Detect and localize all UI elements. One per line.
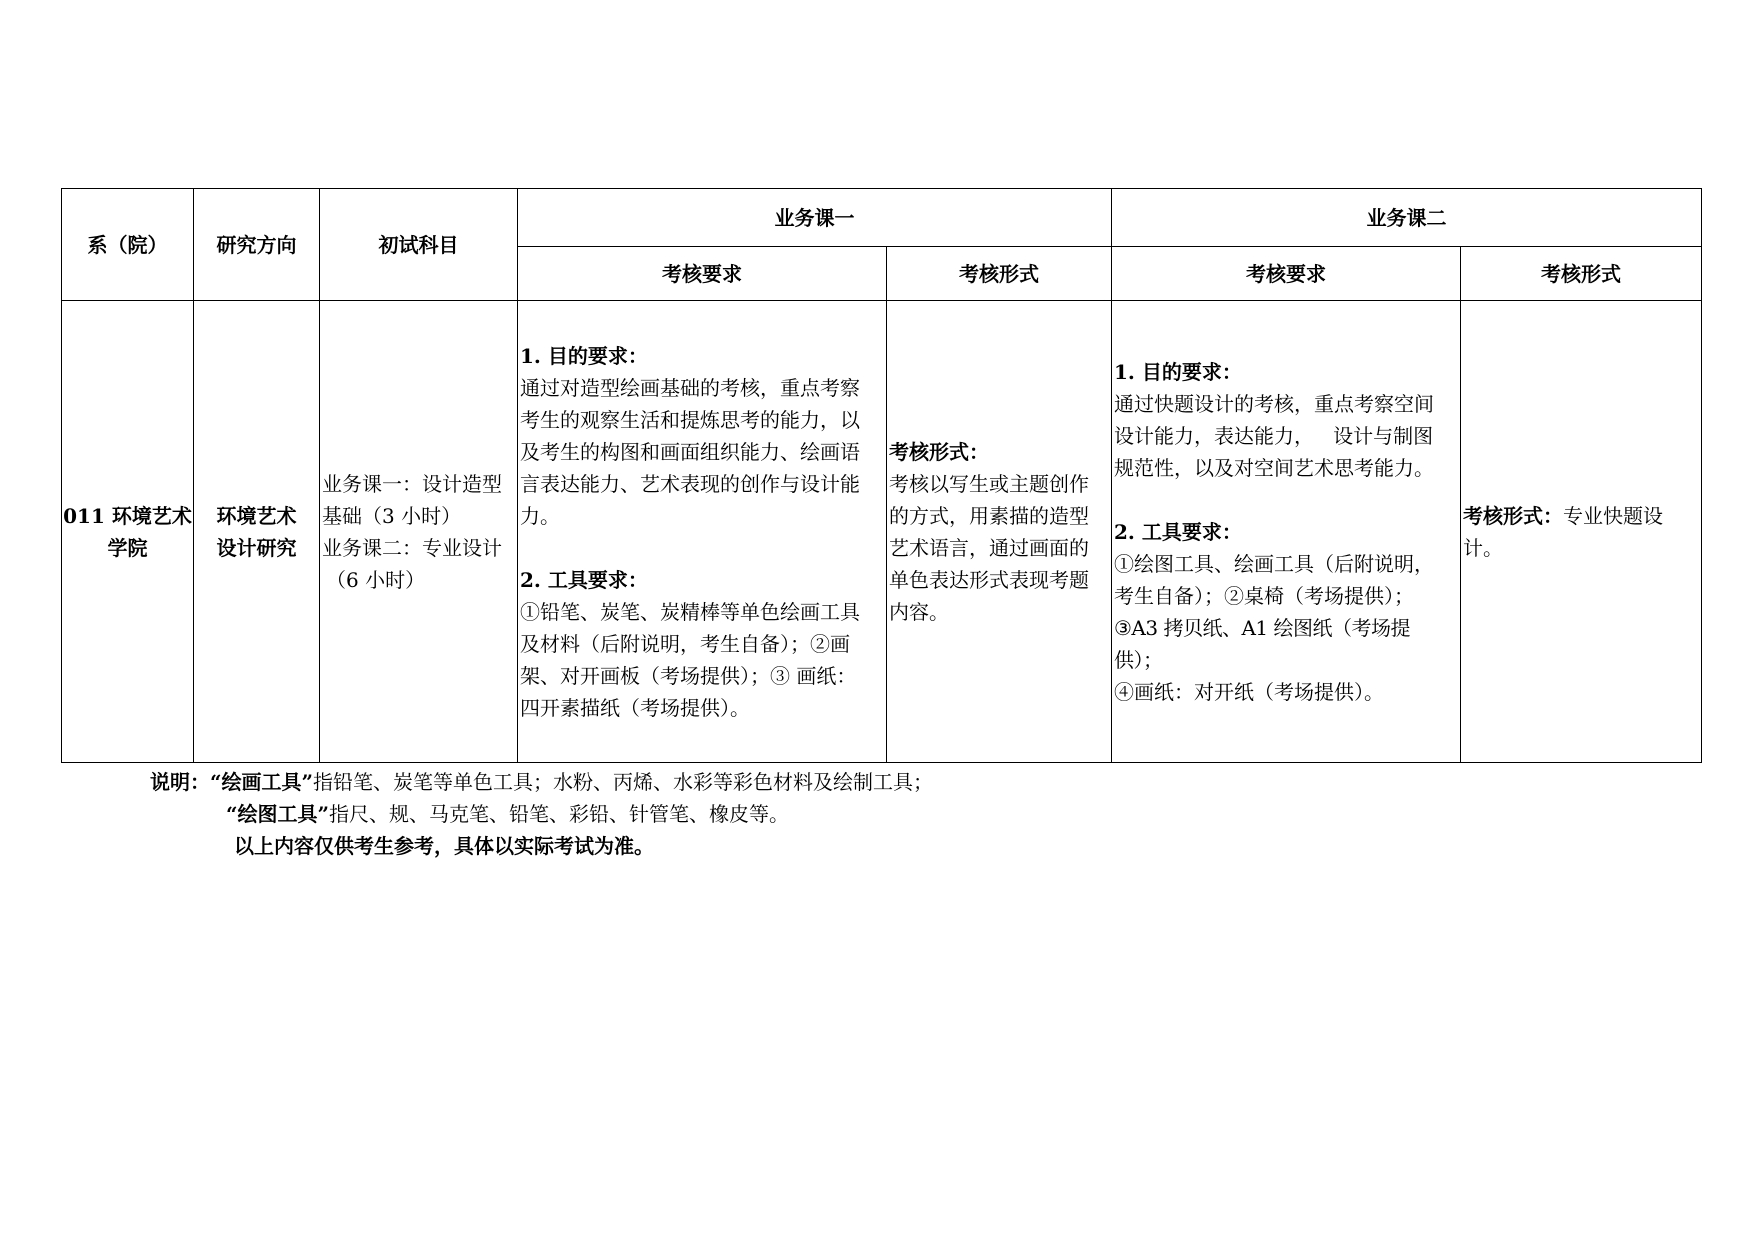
notes (150, 766, 933, 862)
header-course1-form: 考核形式 (887, 247, 1112, 301)
course1-tools-line: 架、对开画板（考场提供）；③ 画纸： (520, 663, 857, 688)
course2-tools-line: ①绘图工具、绘画工具（后附说明， (1114, 551, 1434, 576)
course1-form-line: 艺术语言，通过画面的 (889, 535, 1089, 560)
note-term-2: “绘图工具” (226, 802, 330, 826)
header-dept: 系（院） (62, 189, 194, 301)
course2-tools-line: 考生自备）；②桌椅（考场提供）； (1114, 583, 1414, 608)
course1-tools-title: 2. 工具要求： (520, 567, 648, 592)
subjects-line: （6 小时） (326, 567, 426, 592)
course2-purpose-line: 规范性，以及对空间艺术思考能力。 (1114, 455, 1434, 480)
header-course2-req: 考核要求 (1112, 247, 1461, 301)
course2-form-title: 考核形式： (1463, 503, 1563, 528)
note-line-2 (150, 798, 933, 830)
course1-form-line: 内容。 (889, 599, 949, 624)
dept-line1: 011 环境艺术 (63, 503, 192, 528)
header-course1: 业务课一 (518, 189, 1112, 247)
course1-purpose-line: 力。 (520, 503, 560, 528)
subjects-line: 业务课二：专业设计 (322, 535, 502, 560)
course1-form-title: 考核形式： (889, 439, 989, 464)
course2-form-text: 专业快题设 (1563, 503, 1663, 528)
subjects-line: 基础（3 小时） (322, 503, 462, 528)
cell-direction (194, 301, 320, 763)
cell-subjects (320, 301, 518, 763)
header-course2: 业务课二 (1112, 189, 1702, 247)
note-disclaimer: 以上内容仅供考生参考，具体以实际考试为准。 (234, 834, 654, 858)
direction-line2: 设计研究 (216, 535, 297, 560)
course2-purpose-title: 1. 目的要求： (1114, 359, 1242, 384)
course2-purpose-line: 通过快题设计的考核，重点考察空间 (1114, 391, 1434, 416)
exam-table (61, 188, 1702, 763)
course1-tools-line: ①铅笔、炭笔、炭精棒等单色绘画工具 (520, 599, 860, 624)
cell-dept (62, 301, 194, 763)
direction-line1: 环境艺术 (216, 503, 297, 528)
course1-purpose-line: 考生的观察生活和提炼思考的能力，以 (520, 407, 860, 432)
note-desc-2: 指尺、规、马克笔、铅笔、彩铅、针管笔、橡皮等。 (329, 802, 790, 826)
header-direction: 研究方向 (194, 189, 320, 301)
course1-form-line: 单色表达形式表现考题 (889, 567, 1089, 592)
cell-course2-req (1112, 301, 1461, 763)
course1-tools-line: 四开素描纸（考场提供）。 (520, 695, 750, 720)
course1-form-line: 的方式，用素描的造型 (889, 503, 1089, 528)
note-line-1 (150, 766, 933, 798)
header-subjects: 初试科目 (320, 189, 518, 301)
course1-purpose-line: 及考生的构图和画面组织能力、绘画语 (520, 439, 860, 464)
course1-tools-line: 及材料（后附说明，考生自备）；②画 (520, 631, 850, 656)
course1-purpose-line: 通过对造型绘画基础的考核，重点考察 (520, 375, 860, 400)
course2-form-text2: 计。 (1463, 535, 1503, 560)
subjects-line: 业务课一：设计造型 (322, 471, 502, 496)
cell-course2-form (1461, 301, 1702, 763)
course1-form-line: 考核以写生或主题创作 (889, 471, 1089, 496)
course2-purpose-line: 设计能力，表达能力， 设计与制图 (1114, 423, 1434, 448)
course2-tools-line: ④画纸：对开纸（考场提供）。 (1114, 679, 1384, 704)
course1-purpose-line: 言表达能力、艺术表现的创作与设计能 (520, 471, 860, 496)
course2-tools-title: 2. 工具要求： (1114, 519, 1242, 544)
note-label: 说明： (150, 770, 210, 794)
dept-line2: 学院 (107, 535, 148, 560)
cell-course1-req (518, 301, 887, 763)
note-term-1: “绘画工具” (210, 770, 314, 794)
header-course2-form: 考核形式 (1461, 247, 1702, 301)
header-course1-req: 考核要求 (518, 247, 887, 301)
course2-tools-line: ③A3 拷贝纸、A1 绘图纸（考场提供）； (1114, 615, 1410, 672)
note-desc-1: 指铅笔、炭笔等单色工具；水粉、丙烯、水彩等彩色材料及绘制工具； (313, 770, 934, 794)
course1-purpose-title: 1. 目的要求： (520, 343, 648, 368)
cell-course1-form (887, 301, 1112, 763)
